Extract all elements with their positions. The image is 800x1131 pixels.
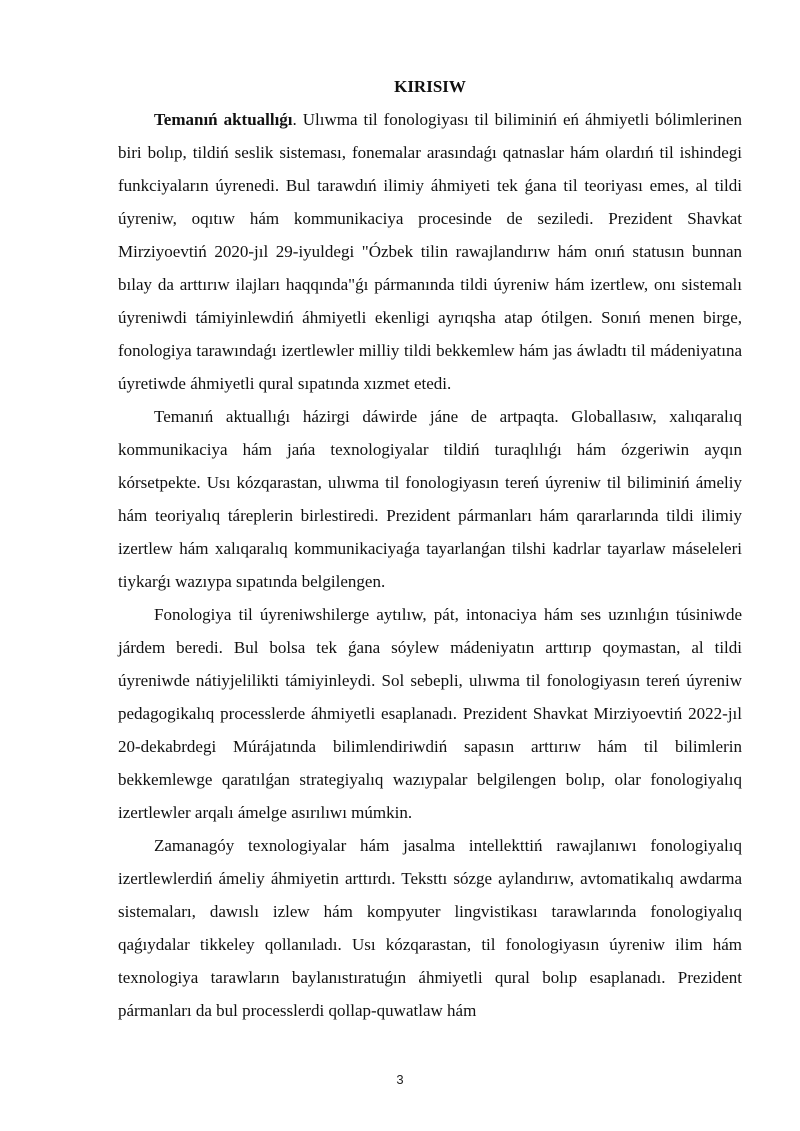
document-page	[118, 70, 742, 1027]
paragraph-text: Fonologiya til úyreniwshilerge aytılıw, pát, intonaciya hám ses uzınlıǵın túsiniwde járdem beredi. Bul bolsa tek ǵana sóylew mádeniyatın arttırıp qoymastan, al tildi úyreniwde nátiyjelilikti támiyinleydi. Sol sebepli, ulıwma til fonologiyasın tereń úyreniw pedagogikalıq processlerde áhmiyetli esaplanadı. Prezident Shavkat Mirziyoevtiń 2022-jıl 20-dekabrdegi Múrájatında bilimlendiriwdiń sapasın arttırıw hám til bilimlerin bekkemlewge qaratılǵan strategiyalıq wazıypalar belgilengen bolıp, olar fonologiyalıq izertlewler arqalı ámelge asırılıwı múmkin.	[118, 605, 742, 822]
paragraph-1	[118, 103, 742, 400]
paragraph-lead: Temanıń aktuallıǵı	[154, 110, 293, 129]
paragraph-3	[118, 598, 742, 829]
section-title: KIRISIW	[394, 77, 466, 96]
paragraph-text: . Ulıwma til fonologiyası til biliminiń eń áhmiyetli bólimlerinen biri bolıp, tildiń seslik sisteması, fonemalar arasındaǵı qatnaslar hám olardıń til ishindegi funkciyaların úyrenedi. Bul tarawdıń ilimiy áhmiyeti tek ǵana til teoriyası emes, al tildi úyreniw, oqıtıw hám kommunikaciya procesinde de seziledi. Prezident Shavkat Mirziyoevtiń 2020-jıl 29-iyuldegi "Ózbek tilin rawajlandırıw hám onıń statusın bunnan bılay da arttırıw ilajları haqqında"ǵı pármanında tildi úyreniw hám izertlew, onı sistemalı úyreniwdi támiyinlewdiń áhmiyetli ekenligi ayrıqsha atap ótilgen. Sonıń menen birge, fonologiya tarawındaǵı izertlewler milliy tildi bekkemlew hám jas áwladtı til mádeniyatına úyretiwde áhmiyetli qural sıpatında xızmet etedi.	[118, 110, 742, 393]
page-number: 3	[396, 1072, 404, 1087]
paragraph-text: Temanıń aktuallıǵı házirgi dáwirde jáne de artpaqta. Globallasıw, xalıqaralıq kommunikaciya hám jańa texnologiyalar tildiń turaqlılıǵı hám ózgeriwin ayqın kórsetpekte. Usı kózqarastan, ulıwma til fonologiyasın tereń úyreniw til biliminiń ámeliy hám teoriyalıq táreplerin birlestiredi. Prezident pármanları hám qararlarında tildi ilimiy izertlew hám xalıqaralıq kommunikaciyaǵa tayarlanǵan tilshi kadrlar tayarlaw máseleleri tiykarǵı wazıypa sıpatında belgilengen.	[118, 407, 742, 591]
paragraph-2	[118, 400, 742, 598]
paragraph-text: Zamanagóy texnologiyalar hám jasalma intellekttiń rawajlanıwı fonologiyalıq izertlewlerdiń ámeliy áhmiyetin arttırdı. Teksttı sózge aylandırıw, avtomatikalıq awdarma sistemaları, dawıslı izlew hám kompyuter lingvistikası tarawlarında fonologiyalıq qaǵıydalar tikkeley qollanıladı. Usı kózqarastan, til fonologiyasın úyreniw ilim hám texnologiya tarawların baylanıstıratuǵın áhmiyetli qural bolıp esaplanadı. Prezident pármanları da bul processlerdi qollap-quwatlaw hám	[118, 836, 742, 1020]
paragraph-4	[118, 829, 742, 1027]
